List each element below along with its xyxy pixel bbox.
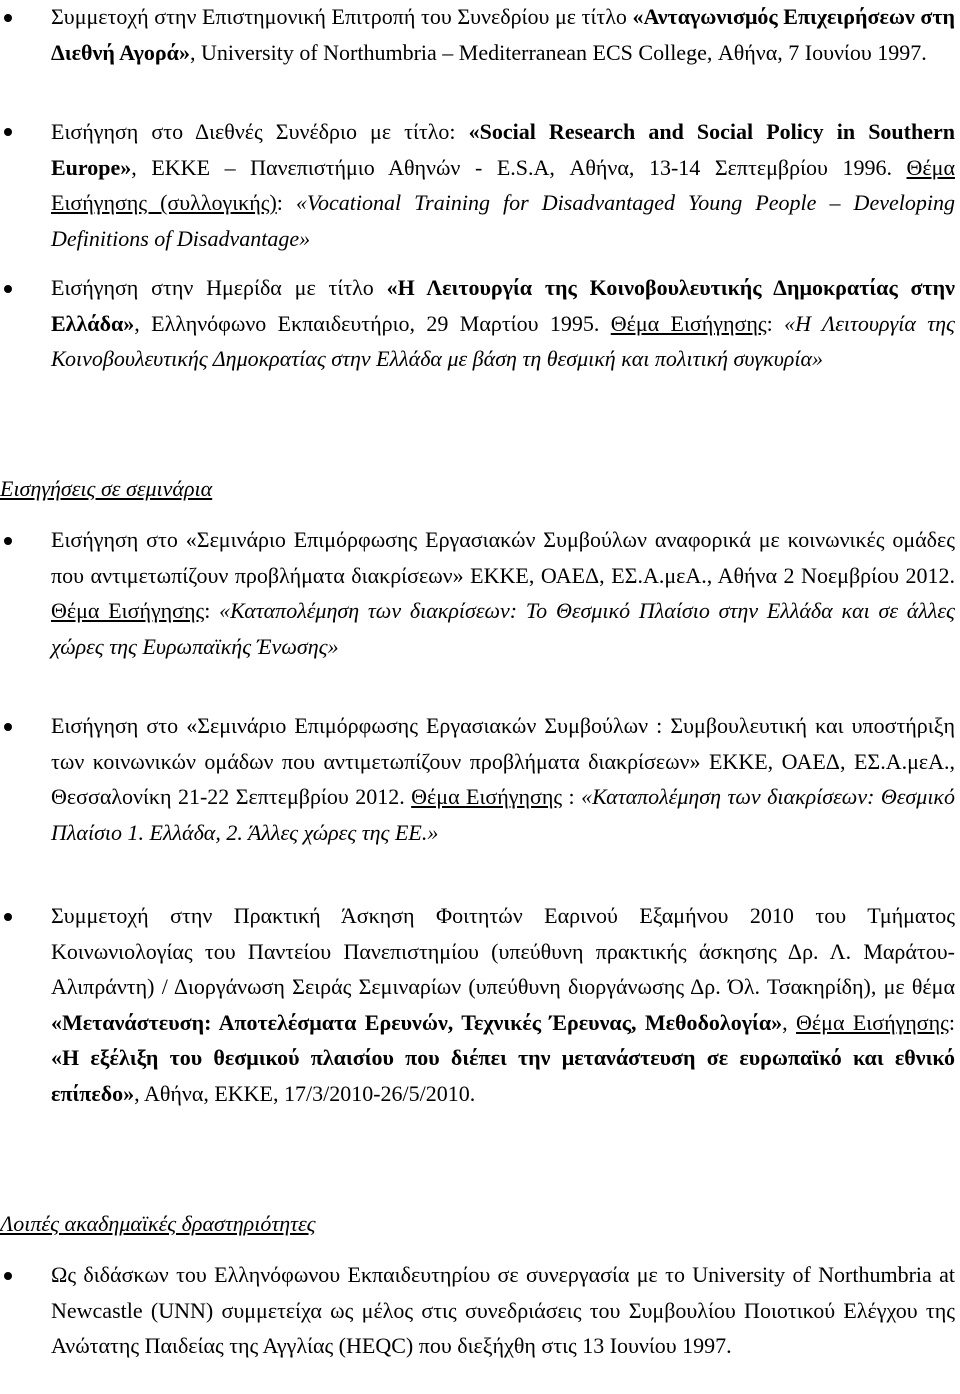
topic-title: «Καταπολέμηση των διακρίσεων: Θεσμικό Πλαίσιο 1. Ελλάδα, 2. Άλλες χώρες της ΕΕ.» [51,784,955,845]
text-run: , [782,1009,797,1035]
text-run: Ως διδάσκων του Ελληνόφωνου Εκπαιδευτηρίου σε συνεργασία με το University of Northumbria at Newcastle (UNN) συμμετείχα ως μέλος στις συνεδριάσεις του Συμβουλίου Ποιοτικού Ελέγχου της Ανώτατης Παιδείας της Αγγλίας (HEQC) που διεξήχθη στις 13 Ιουνίου 1997. [51,1262,955,1358]
topic-label: Θέμα Εισήγησης (συλλογικής) [51,154,955,215]
topic-title: «Η Λειτουργία της Κοινοβουλευτικής Δημοκρατίας στην Ελλάδα με βάση τη θεσμική και πολιτική συγκυρία» [51,310,955,371]
list-item-text [51,0,955,70]
section-heading-seminars: Εισηγήσεις σε σεμινάρια [0,476,213,501]
bullet-icon [4,537,12,545]
section-heading-other-activities: Λοιπές ακαδημαϊκές δραστηριότητες [0,1211,316,1236]
bold-title: «Social Research and Social Policy in Southern Europe» [51,119,955,180]
bullet-icon [4,913,12,921]
bold-title: «Ανταγωνισμός Επιχειρήσεων στη Διεθνή Αγορά» [51,4,955,65]
text-run: , ΕΚΚΕ – Πανεπιστήμιο Αθηνών - E.S.A, Αθήνα, 13-14 Σεπτεμβρίου 1996. [131,154,907,180]
bullet-icon [4,723,12,731]
text-run: Συμμετοχή στην Επιστημονική Επιτροπή του Συνεδρίου με τίτλο [51,4,633,29]
text-run: , University of Northumbria – Mediterranean ECS College, Αθήνα, 7 Ιουνίου 1997. [189,39,927,65]
bullet-icon [4,128,12,136]
text-run: : [948,1009,956,1035]
bullet-icon [4,1272,12,1280]
text-run: Συμμετοχή στην Πρακτική Άσκηση Φοιτητών Εαρινού Εξαμήνου 2010 του Τμήματος Κοινωνιολογίας του Παντείου Πανεπιστημίου (υπεύθυνη πρακτικής άσκησης Δρ. Λ. Μαράτου-Αλιπράντη) / Διοργάνωση Σειράς Σεμιναρίων (υπεύθυνη διοργάνωσης Δρ. Όλ. Τσακηρίδη), με θέμα [51,903,955,999]
text-run: , Αθήνα, ΕΚΚΕ, 17/3/2010-26/5/2010. [134,1080,476,1106]
list-item-text [51,898,955,1111]
topic-title: «Vocational Training for Disadvantaged Young People – Developing Definitions of Disadvantage» [51,190,955,251]
list-item-text [51,708,955,850]
text-run: Εισήγηση στο Διεθνές Συνέδριο με τίτλο: [51,119,469,144]
list-item-text [51,270,955,377]
topic-label: Θέμα Εισήγησης [411,784,563,809]
bold-topic-title: «Η εξέλιξη του θεσμικού πλαισίου που διέπει την μετανάστευση σε ευρωπαϊκό και εθνικό επίπεδο» [51,1045,955,1106]
text-run: Εισήγηση στο «Σεμινάριο Επιμόρφωσης Εργασιακών Συμβούλων αναφορικά με κοινωνικές ομάδες που αντιμετωπίζουν προβλήματα διακρίσεων» ΕΚΚΕ, ΟΑΕΔ, ΕΣ.Α.μεΑ., Αθήνα 2 Νοεμβρίου 2012. [51,527,955,588]
text-run: Εισήγηση στο «Σεμινάριο Επιμόρφωσης Εργασιακών Συμβούλων : Συμβουλευτική και υποστήριξη των κοινωνικών ομάδων που αντιμετωπίζουν προβλήματα διακρίσεων» ΕΚΚΕ, ΟΑΕΔ, ΕΣ.Α.μεΑ., Θεσσαλονίκη 21-22 Σεπτεμβρίου 2012. [51,713,955,809]
text-run: : [562,784,582,809]
text-run: : [766,310,785,336]
text-run: : [204,598,220,623]
list-item-text [51,522,955,664]
topic-label: Θέμα Εισήγησης [610,310,767,336]
bold-title: «Η Λειτουργία της Κοινοβουλευτικής Δημοκρατίας στην Ελλάδα» [51,275,955,336]
text-run: , Ελληνόφωνο Εκπαιδευτήριο, 29 Μαρτίου 1995. [134,310,611,336]
bullet-icon [4,14,12,22]
topic-title: «Καταπολέμηση των διακρίσεων: Το Θεσμικό Πλαίσιο στην Ελλάδα και σε άλλες χώρες της Ευρωπαϊκής Ένωσης» [51,598,955,659]
text-run: Εισήγηση στην Ημερίδα με τίτλο [51,275,387,300]
topic-label: Θέμα Εισήγησης [796,1009,949,1035]
bullet-icon [4,285,12,293]
text-run: : [276,190,296,215]
list-item-text [51,114,955,256]
list-item-text [51,1257,955,1364]
bold-title: «Μετανάστευση: Αποτελέσματα Ερευνών, Τεχνικές Έρευνας, Μεθοδολογία» [51,1009,783,1035]
topic-label: Θέμα Εισήγησης [51,598,205,623]
